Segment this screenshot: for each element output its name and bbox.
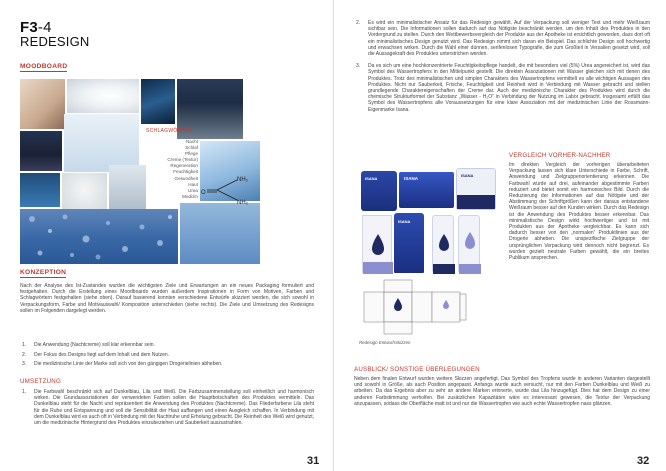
drop-icon (433, 216, 455, 274)
old-jar-image (361, 171, 397, 211)
title-prefix: F3 (20, 19, 38, 36)
umsetzung-heading: UMSETZUNG (20, 378, 61, 385)
title-number: -4 (37, 19, 52, 36)
goals-list (22, 342, 312, 371)
list-item: 1. Die Farbwahl beschränkt sich auf Dunkelblau, Lila und Weiß. Die Farbzusammenstellung soll einheitlich und harmonisch wirken. Die Grundassoziationen der verwendeten Farben sollen die Hauptbotschaften des Produktes vermitteln. Das Dunkelblau steht für die Nacht und repräsentiert die Anwendung des Produktes (Nachtcreme). Das Fliederfarbene Lila steht für die Ruhe und Entspannung und soll die Sensibilität der Haut auffangen und einen Ausgleich schaffen. In Verbindung mit dem Dunkelblau wird es auch oft in Verbindung mit der Nachtruhe und Erholung gebracht. Die Reinheit des Weiß wird genutzt, um die medizinische Hintergrund des Produktes einzubeziehen und Sauberkeit auszustrahlen. (22, 389, 314, 427)
redesign-points-list (356, 20, 650, 116)
konzeption-text: Nach der Analyse des Ist-Zustandes wurden die wichtigsten Ziele und Erwartungen an ein neues Packaging formuliert und festgehalten. Durch die Erstellung eines Moodboards wurden außerdem Inspirationen in Form von Motiven, Farben und Schlagwörtern festgehalten (siehe oben). Darauf basierend konnten verschiedene Entwürfe skizziert werden, die sich sowohl in Verpackungsform, Farbe und Motivauswahl/ Komposition unterschieden (siehe rechts). Die Ziele und Umsetzung des Redesigns sollen im Folgenden dargelegt werden. (20, 283, 314, 314)
ausblick-text: Neben dem finalen Entwurf wurden weitere Skizzen angefertigt. Das Symbol des Tropfens wurde in anderen Varianten dargestellt und sowohl in Größe, als auch Position angepasst. Anfangs wurde auch versucht, nur mit den Farben Dunkelblau und Weiß zu arbeiten. Da das Ergebnis aber zu sehr an andere Marken erinnerte, wurde das Lila hinzugefügt. Dies hat dem Design zu einer anderen Farbstimmung verholfen. Bei zusätzlichen Kapazitäten wäre es interessant gewesen, die Textur der Verpackung anzupassen, sodass die Oberfläche matt ist und nur die Wassertropfen wie auch echte Wassertropfen nass glänzen. (354, 376, 650, 407)
urea-label-nh2-top: NH₂ (237, 177, 248, 183)
keyword: Haut (188, 181, 198, 187)
moodboard-photo-water-surface (180, 203, 260, 264)
new-jar-image (456, 168, 496, 210)
dieline-sketch-image (358, 276, 488, 338)
moodboard-photo-cream-texture (67, 79, 139, 113)
keywords-heading: SCHLAGWÖRTER: (146, 128, 194, 134)
list-item: 3. Die medizinische Linie der Marke soll sich von den gängigen Drogerielinien abheben. (22, 361, 223, 368)
moodboard-photo-night (20, 131, 62, 171)
sketch-caption: Redesign Entwurfsskizzen (359, 340, 411, 345)
moodboard-photo-bed (64, 114, 139, 172)
keyword: Pflege (184, 151, 198, 157)
keyword: Urea (188, 187, 198, 193)
drop-icon (459, 216, 481, 274)
keyword: Regeneration (170, 163, 198, 169)
umsetzung-list (22, 389, 314, 430)
page-number: 31 (307, 455, 320, 467)
keyword: Medizin (182, 193, 198, 199)
list-item: 2. Es wird ein minimalistischer Ansatz für das Redesign gewählt. Auf der Verpackung soll weniger Text und mehr Weißraum sichtbar sein. Die Informationen sollen dadurch auf das Nötigste beschränkt werden, um den Inhalt des Produktes in den Vordergrund zu stellen. Durch den Wettbewerbsvergleich der Produkte aus der Apotheke ist ersichtlich geworden, dass dort oft ein minimalistisches Design genutzt wird. Das Redesign nimmt sich daran ein Beispiel. Das schlichte Design soll hochwertig und erwachsen wirken. Durch die Wahl einer dünnen, serifenlosen Typografie, die zum Großteil in Versalien gesetzt wird, soll die Aussagekraft des Produktes unterstrichen werden. (356, 20, 650, 58)
new-jar-brand: ISANA (461, 173, 474, 178)
keyword: Schlaf (185, 145, 198, 151)
drop-icon (363, 216, 393, 274)
new-jar-band (457, 195, 495, 209)
new-box-image (362, 215, 392, 273)
keyword: Creme (Textur) (167, 157, 198, 163)
old-tube-brand: ISANA (398, 219, 411, 224)
moodboard-photo-water-drops (20, 209, 178, 264)
page-title (20, 20, 90, 49)
urea-structure-diagram (203, 170, 258, 210)
ausblick-heading: AUSBLICK/ SONSTIGE ÜBERLEGUNGEN (354, 366, 480, 373)
old-jar-brand: ISANA (365, 176, 378, 181)
vergleich-text: Im direkten Vergleich der vorherigen überarbeiteten Verpackung lassen sich klare Unterschiede in Farbe, Schrift, Anwendung und Zielgruppenorientierung erkennen. Die Farbwahl wurde auf drei, aufeinander abgestimmte Farben reduziert und bietet somit ein harmonisches Bild. Durch die Reduzierung der Informationen auf das Nötigste und der Abstimmung der Schriftgrößen kann der daraus entstandene Weißraum besser auf den Kunden wirken. Durch das Redesign ist die Anwendung des Produktes besser erkennbar. Das minimalistische Design wirkt hochwertiger und ist mit Produkten aus der Apotheke vergleichbar. Es kann sich dadurch besser von den „normalen“ Produktlinien aus der Drogerie abheben. Die unspezifische Zielgruppe der ursprünglichen Verpackung wird dennoch nicht begrenzt. Es wurden gezielt neutrale Farben gewählt, die ein breites Publikum ansprechen. (509, 162, 649, 262)
old-box-image (399, 172, 454, 208)
list-item: 1. Die Anwendung (Nachtcreme) soll klar erkennbar sein. (22, 342, 155, 348)
water-drops-texture (20, 209, 178, 264)
urea-label-o: O (201, 190, 206, 196)
vergleich-heading: VERGLEICH VORHER-NACHHER (509, 152, 611, 159)
konzeption-heading: KONZEPTION (20, 269, 67, 276)
keyword: Nacht (185, 139, 198, 144)
moodboard-photo-water-glass (109, 165, 146, 215)
moodboard-photo-water-drop (141, 79, 175, 124)
keywords-list (146, 139, 198, 200)
new-tube-image-2 (458, 215, 480, 273)
old-box-brand: ISANA (404, 176, 419, 181)
keyword: Feuchtigkeit (173, 169, 198, 175)
moodboard-heading: MOODBOARD (20, 63, 68, 70)
old-tube-image (394, 213, 424, 273)
keyword: Gesundheit (174, 175, 198, 181)
moodboard-photo-face-cream (20, 79, 65, 129)
right-page (333, 0, 666, 471)
urea-label-nh2-bottom: NH₂ (237, 200, 248, 206)
title-subtitle: REDESIGN (20, 34, 90, 49)
new-tube-image-1 (432, 215, 454, 273)
list-item: 2. Der Fokus des Designs liegt auf dem Inhalt und dem Nutzen. (22, 351, 170, 358)
page-number: 32 (637, 455, 650, 467)
moodboard-photo-splash-face (20, 173, 60, 207)
list-item: 3. Da es sich um eine hochkonzentrierte Feuchtigkeitspflege handelt, die mit besonders viel (5%) Urea angereichert ist, wird das Symbol des Wassertropfens in den Mittelpunkt gestellt. Die direkten Assoziationen mit Wasser gleichen sich mit denen des Produktes. Trotz des minimalistischen und simplen Charakters des Wassertropfens vermittelt es alle wichtigen Aussagen des Produktes. Nicht nur Sauberkeit, Frische, Feuchtigkeit und Reinheit wird in Verbindung mit Wasser gebracht und stellen grundlegende Charaktereigenschaften der Creme dar. Auch der medizinische Charakter des Produktes wird durch die chemische Strukturformel der Substanz „Wasser - H₂O“ in Verbindung der Nutzung im Labor gebracht. Insgesamt erfüllt das Symbol des Wassertropfens alle Voraussetzungen für eine klare Assoziation mit der medizinischen Linie der Rossmann-Eigenmarke Isana. (356, 63, 650, 113)
